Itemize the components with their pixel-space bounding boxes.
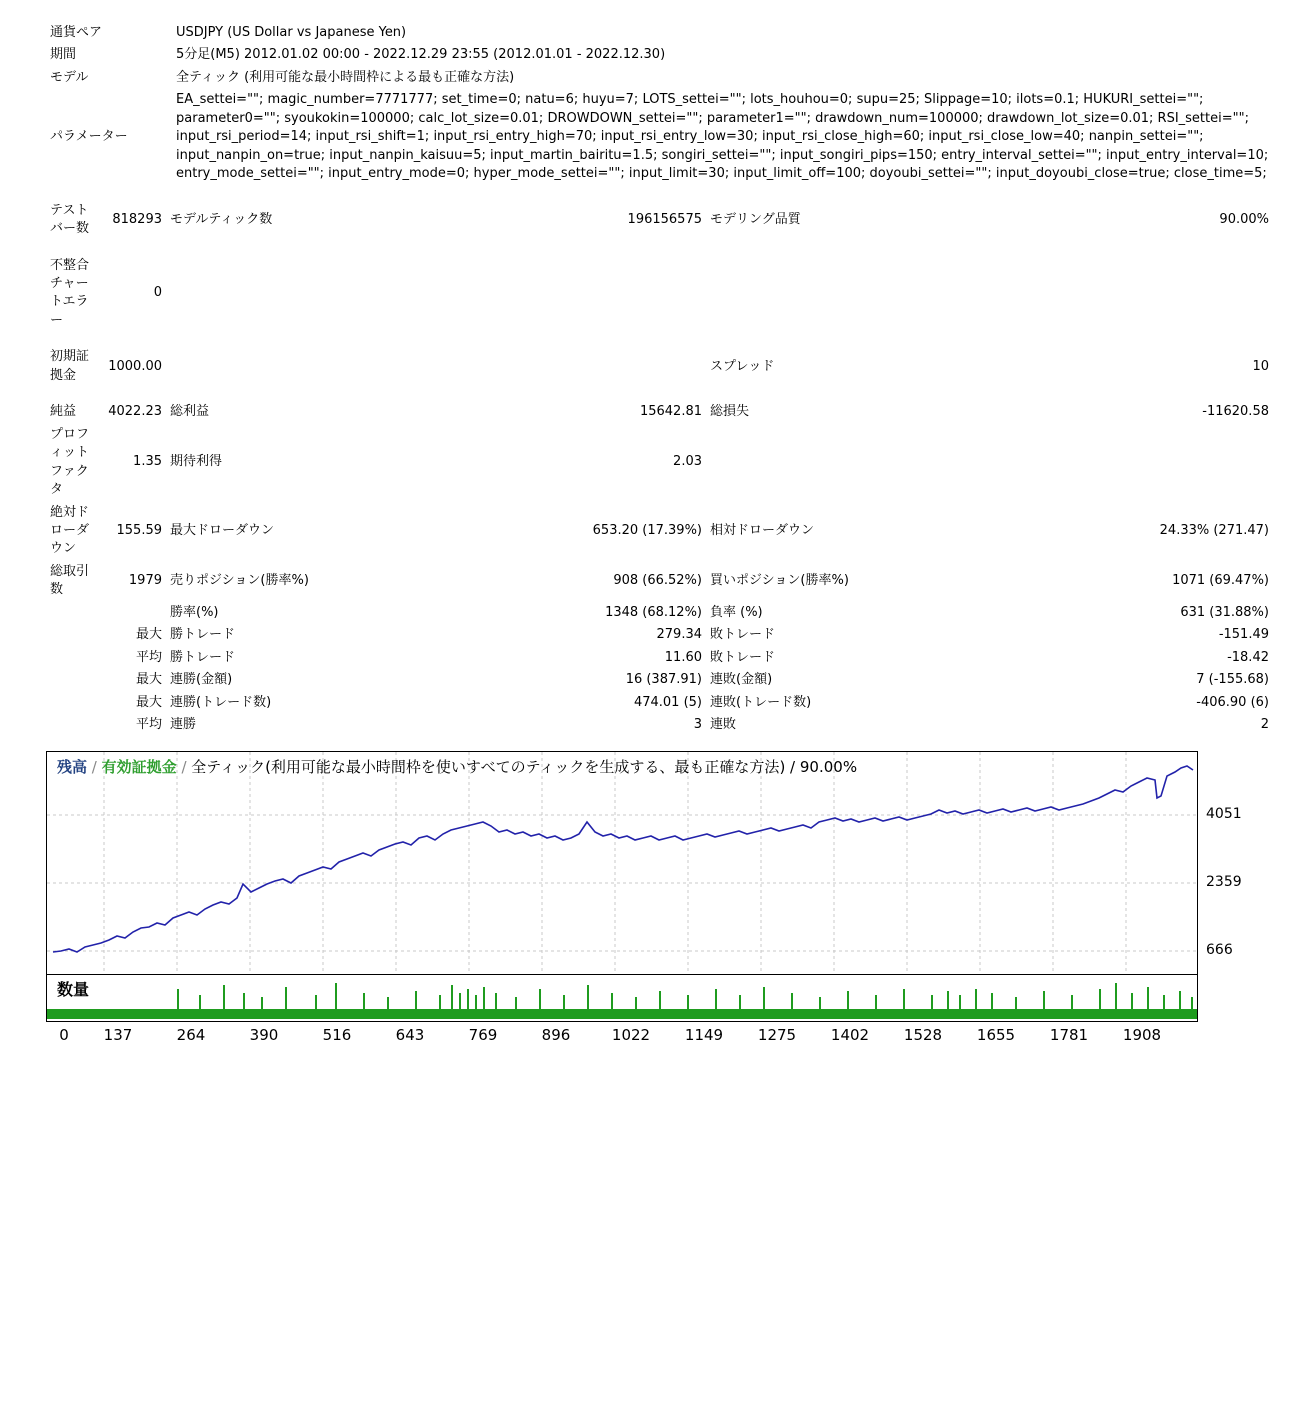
x-label-9: 1149	[684, 1025, 724, 1044]
total-trades-label: 総取引数	[50, 563, 90, 598]
x-label-5: 643	[395, 1025, 425, 1044]
period-value: 5分足(M5) 2012.01.02 00:00 - 2022.12.29 23:55 (2012.01.01 - 2022.12.30)	[176, 47, 666, 63]
symbol-value: USDJPY (US Dollar vs Japanese Yen)	[176, 25, 407, 40]
profit-factor-value: 1.35	[133, 454, 162, 470]
gross-loss-value: -11620.58	[1202, 404, 1269, 420]
x-label-15: 1908	[1122, 1025, 1162, 1044]
maxconp-profit-label: 連勝(トレード数)	[170, 694, 272, 710]
x-label-10: 1275	[757, 1025, 797, 1044]
gross-profit-value: 15642.81	[639, 404, 702, 420]
stats-table	[46, 200, 1273, 737]
rel-drawdown-value: 24.33% (271.47)	[1159, 522, 1269, 538]
abs-drawdown-value: 155.59	[116, 522, 162, 538]
parameters-value: EA_settei=""; magic_number=7771777; set_time=0; natu=6; huyu=7; LOTS_settei=""; lots_houhou=0; supu=25; Slippage=10; ilots=0.1; HUKURI_settei=""; parameter0=""; syoukokin=100000; calc_lot_size=0.01; DROWDOWN_settei=""; parameter1=""; drawdown_num=100000; drawdown_lot_size=0.01; RSI_settei=""; input_rsi_period=14; input_rsi_shift=1; input_rsi_entry_high=70; input_rsi_entry_low=30; input_rsi_close_high=60; input_rsi_close_low=40; nanpin_settei=""; input_nanpin_on=true; input_nanpin_kaisuu=5; input_martin_bairitu=1.5; songiri_settei=""; input_songiri_pips=150; entry_interval_settei=""; input_entry_interval=10; entry_mode_settei=""; input_entry_mode=0; hyper_mode_settei=""; input_limit=30; input_limit_off=100; doyoubi_settei=""; input_doyoubi_close=true; close_time=5;	[176, 92, 1269, 182]
maxconp-prefix: 最大	[135, 694, 162, 710]
symbol-row	[46, 22, 1273, 44]
legend-balance: 残高	[57, 757, 88, 776]
y-label-0: 4051	[1206, 805, 1242, 822]
win-loss-row	[46, 602, 1273, 624]
long-positions-label: 買いポジション(勝率%)	[710, 573, 849, 589]
bars-label: テストバー数	[50, 202, 90, 237]
volume-bars-svg	[47, 975, 1197, 1021]
maxconp-profit-value: 474.01 (5)	[633, 694, 702, 710]
max-consecutive-amount-row	[46, 669, 1273, 691]
avgcons-prefix: 平均	[135, 717, 162, 733]
mismatch-row	[46, 255, 1273, 333]
gross-loss-label: 総損失	[710, 404, 750, 420]
drawdown-row	[46, 502, 1273, 561]
parameters-row	[46, 89, 1273, 185]
short-positions-value: 908 (66.52%)	[613, 573, 702, 589]
y-axis-labels	[1200, 751, 1270, 973]
largest-loss-value: -151.49	[1218, 627, 1269, 643]
x-label-12: 1528	[903, 1025, 943, 1044]
x-label-3: 390	[249, 1025, 279, 1044]
parameters-label: パラメーター	[50, 129, 128, 145]
largest-loss-label: 敗トレード	[710, 627, 776, 643]
max-drawdown-label: 最大ドローダウン	[170, 522, 275, 538]
avgcons-wins-value: 3	[693, 717, 702, 733]
maxcons-wins-label: 連勝(金額)	[170, 672, 233, 688]
legend-separator-1: /	[91, 757, 97, 776]
x-label-6: 769	[468, 1025, 498, 1044]
net-profit-row	[46, 401, 1273, 423]
largest-win-value: 279.34	[656, 627, 702, 643]
spread-value: 10	[1252, 358, 1269, 374]
max-drawdown-value: 653.20 (17.39%)	[592, 522, 702, 538]
mismatch-label: 不整合チャートエラー	[50, 257, 90, 328]
average-win-value: 11.60	[664, 649, 702, 665]
y-label-1: 2359	[1206, 873, 1242, 890]
expected-payoff-label: 期待利得	[170, 454, 223, 470]
deposit-row	[46, 346, 1273, 387]
loss-rate-value: 631 (31.88%)	[1180, 604, 1269, 620]
legend-model: 全ティック(利用可能な最小時間枠を使いすべてのティックを生成する、最も正確な方法) / 90.00%	[191, 757, 858, 776]
total-trades-row	[46, 561, 1273, 602]
equity-plot-area	[47, 752, 1197, 974]
maxconp-loss-label: 連敗(トレード数)	[710, 694, 812, 710]
header-table	[46, 22, 1273, 186]
largest-win-label: 勝トレード	[170, 627, 236, 643]
mismatch-value: 0	[153, 285, 162, 301]
symbol-label: 通貨ペア	[50, 25, 103, 40]
average-loss-value: -18.42	[1227, 649, 1269, 665]
loss-rate-label: 負率 (%)	[710, 604, 763, 620]
x-label-1: 137	[103, 1025, 133, 1044]
avg-consecutive-row	[46, 714, 1273, 736]
gross-profit-label: 総利益	[170, 404, 210, 420]
net-profit-label: 純益	[50, 404, 77, 420]
equity-chart	[46, 751, 1242, 1022]
maxconp-loss-value: -406.90 (6)	[1196, 694, 1269, 710]
x-label-13: 1655	[976, 1025, 1016, 1044]
largest-row	[46, 624, 1273, 646]
x-label-0: 0	[59, 1025, 69, 1044]
legend-separator-2: /	[181, 757, 187, 776]
deposit-value: 1000.00	[108, 358, 162, 374]
equity-curve-svg	[47, 752, 1197, 974]
ticks-value: 196156575	[627, 211, 702, 227]
x-axis-labels	[46, 1022, 1198, 1048]
spread-label: スプレッド	[710, 358, 775, 374]
volume-plot-area	[47, 974, 1197, 1021]
model-value: 全ティック (利用可能な最小時間枠による最も正確な方法)	[176, 69, 515, 85]
x-label-4: 516	[322, 1025, 352, 1044]
avgcons-wins-label: 連勝	[170, 717, 197, 733]
total-trades-value: 1979	[128, 573, 162, 589]
chart-frame	[46, 751, 1198, 1022]
legend-equity: 有効証拠金	[101, 757, 177, 776]
largest-prefix: 最大	[135, 627, 162, 643]
avgcons-losses-value: 2	[1260, 717, 1269, 733]
x-label-8: 1022	[611, 1025, 651, 1044]
average-row	[46, 647, 1273, 669]
maxcons-losses-label: 連敗(金額)	[710, 672, 773, 688]
deposit-label: 初期証拠金	[50, 349, 90, 383]
average-loss-label: 敗トレード	[710, 649, 776, 665]
avgcons-losses-label: 連敗	[710, 717, 737, 733]
average-win-label: 勝トレード	[170, 649, 236, 665]
abs-drawdown-label: 絶対ドローダウン	[50, 504, 90, 557]
x-label-7: 896	[541, 1025, 571, 1044]
ticks-label: モデルティック数	[170, 211, 273, 227]
chart-legend	[57, 756, 857, 777]
long-positions-value: 1071 (69.47%)	[1172, 573, 1269, 589]
model-label: モデル	[50, 69, 89, 85]
profit-factor-label: プロフィットファクタ	[50, 426, 90, 498]
maxcons-prefix: 最大	[135, 672, 162, 688]
short-positions-label: 売りポジション(勝率%)	[170, 573, 309, 589]
profit-factor-row	[46, 424, 1273, 502]
quality-value: 90.00%	[1219, 211, 1269, 227]
period-row	[46, 44, 1273, 66]
bars-value: 818293	[112, 211, 162, 227]
y-label-2: 666	[1206, 941, 1233, 958]
bars-row	[46, 200, 1273, 241]
period-label: 期間	[50, 47, 77, 63]
maxcons-wins-value: 16 (387.91)	[625, 672, 702, 688]
win-rate-value: 1348 (68.12%)	[605, 604, 702, 620]
quality-label: モデリング品質	[710, 211, 801, 227]
x-label-2: 264	[176, 1025, 206, 1044]
x-label-14: 1781	[1049, 1025, 1089, 1044]
x-label-11: 1402	[830, 1025, 870, 1044]
maxcons-losses-value: 7 (-155.68)	[1196, 672, 1269, 688]
win-rate-label: 勝率(%)	[170, 604, 219, 620]
volume-title: 数量	[55, 977, 91, 1000]
rel-drawdown-label: 相対ドローダウン	[710, 522, 815, 538]
max-consecutive-count-row	[46, 692, 1273, 714]
model-row	[46, 67, 1273, 89]
expected-payoff-value: 2.03	[673, 454, 702, 470]
average-prefix: 平均	[135, 649, 162, 665]
net-profit-value: 4022.23	[108, 404, 162, 420]
